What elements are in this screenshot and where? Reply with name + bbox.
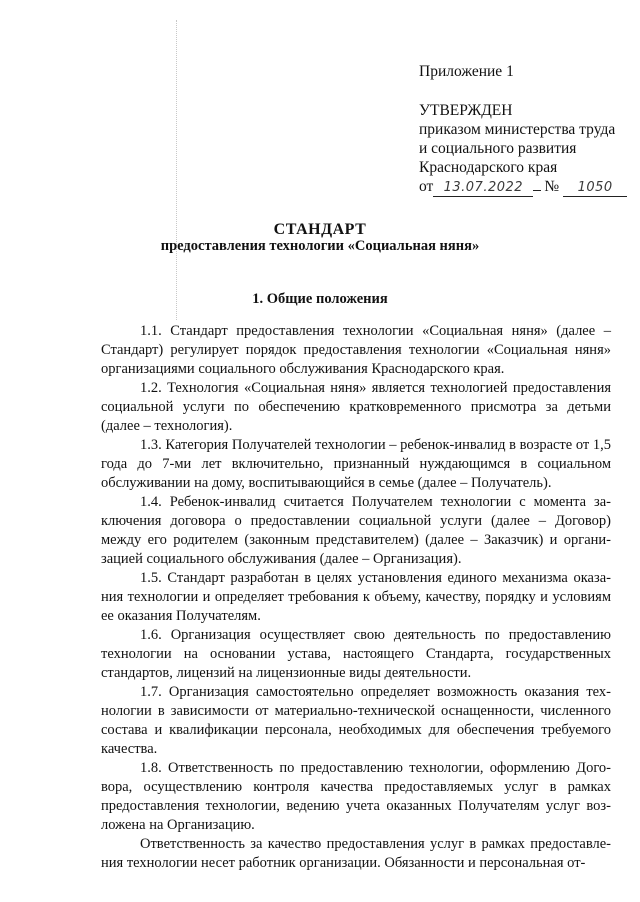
number-prefix: № bbox=[544, 178, 560, 195]
document-title: СТАНДАРТ bbox=[273, 221, 367, 238]
order-line-2: и социального развития bbox=[419, 140, 577, 157]
date-prefix: от bbox=[419, 178, 434, 195]
paragraph-1-4: 1.4. Ребенок-инвалид считается Получателем технологии с момента заключения договора о предоставлении социальной услуги (далее – Договор) между его родителем (законным представителем) (далее – Заказчик) и организацией социального обслуживания (далее – Организация). bbox=[101, 494, 611, 567]
paragraph-responsibility: Ответственность за качество предоставления услуг в рамках предоставления технологии несет работник организации. Обязанности и персональная от- bbox=[101, 836, 611, 871]
approval-block bbox=[419, 62, 631, 197]
document-body bbox=[101, 322, 611, 873]
paragraph-1-1: 1.1. Стандарт предоставления технологии «Социальная няня» (далее – Стандарт) регулирует порядок предоставления технологии «Социальная няня» организациями социального обслуживания Краснодарского края. bbox=[101, 323, 611, 377]
paragraph-1-3: 1.3. Категория Получателей технологии – ребенок-инвалид в возрасте от 1,5 года до 7-ми лет включительно, признанный нуждающимся в социальном обслуживании на дому, воспитывающийся в семье (далее – Получатель). bbox=[101, 437, 611, 491]
order-date: 13.07.2022 bbox=[433, 180, 533, 197]
approved-label: УТВЕРЖДЕН bbox=[419, 102, 513, 119]
order-number: 1050 bbox=[563, 180, 627, 197]
paragraph-1-8: 1.8. Ответственность по предоставлению технологии, оформлению Договора, осуществлению контроля качества предоставляемых услуг в рамках предоставления технологии, ведению учета оказанных Получателям услуг возложена на Организацию. bbox=[101, 760, 611, 833]
order-date-number-line bbox=[419, 177, 631, 197]
paragraph-1-2: 1.2. Технология «Социальная няня» является технологией предоставления социальной услуги по обеспечению кратковременного присмотра за детьми (далее – технология). bbox=[101, 380, 611, 434]
section-heading: 1. Общие положения bbox=[252, 291, 388, 307]
document-subtitle: предоставления технологии «Социальная няня» bbox=[160, 238, 480, 254]
scan-artifact-line bbox=[176, 20, 178, 320]
paragraph-1-6: 1.6. Организация осуществляет свою деятельность по предоставлению технологии на основании устава, настоящего Стандарта, государственных стандартов, лицензий на лицензионные виды деятельности. bbox=[101, 627, 611, 681]
paragraph-1-5: 1.5. Стандарт разработан в целях установления единого механизма оказания технологии и определяет требования к объему, качеству, порядку и условиям ее оказания Получателям. bbox=[101, 570, 611, 624]
order-line-1: приказом министерства труда bbox=[419, 121, 616, 138]
paragraph-1-7: 1.7. Организация самостоятельно определяет возможность оказания технологии в зависимости от материально-технической оснащенности, численного состава и квалификации персонала, необходимых для обеспечения требуемого качества. bbox=[101, 684, 611, 757]
order-line-3: Краснодарского края bbox=[419, 159, 558, 176]
annex-label: Приложение 1 bbox=[419, 63, 514, 80]
